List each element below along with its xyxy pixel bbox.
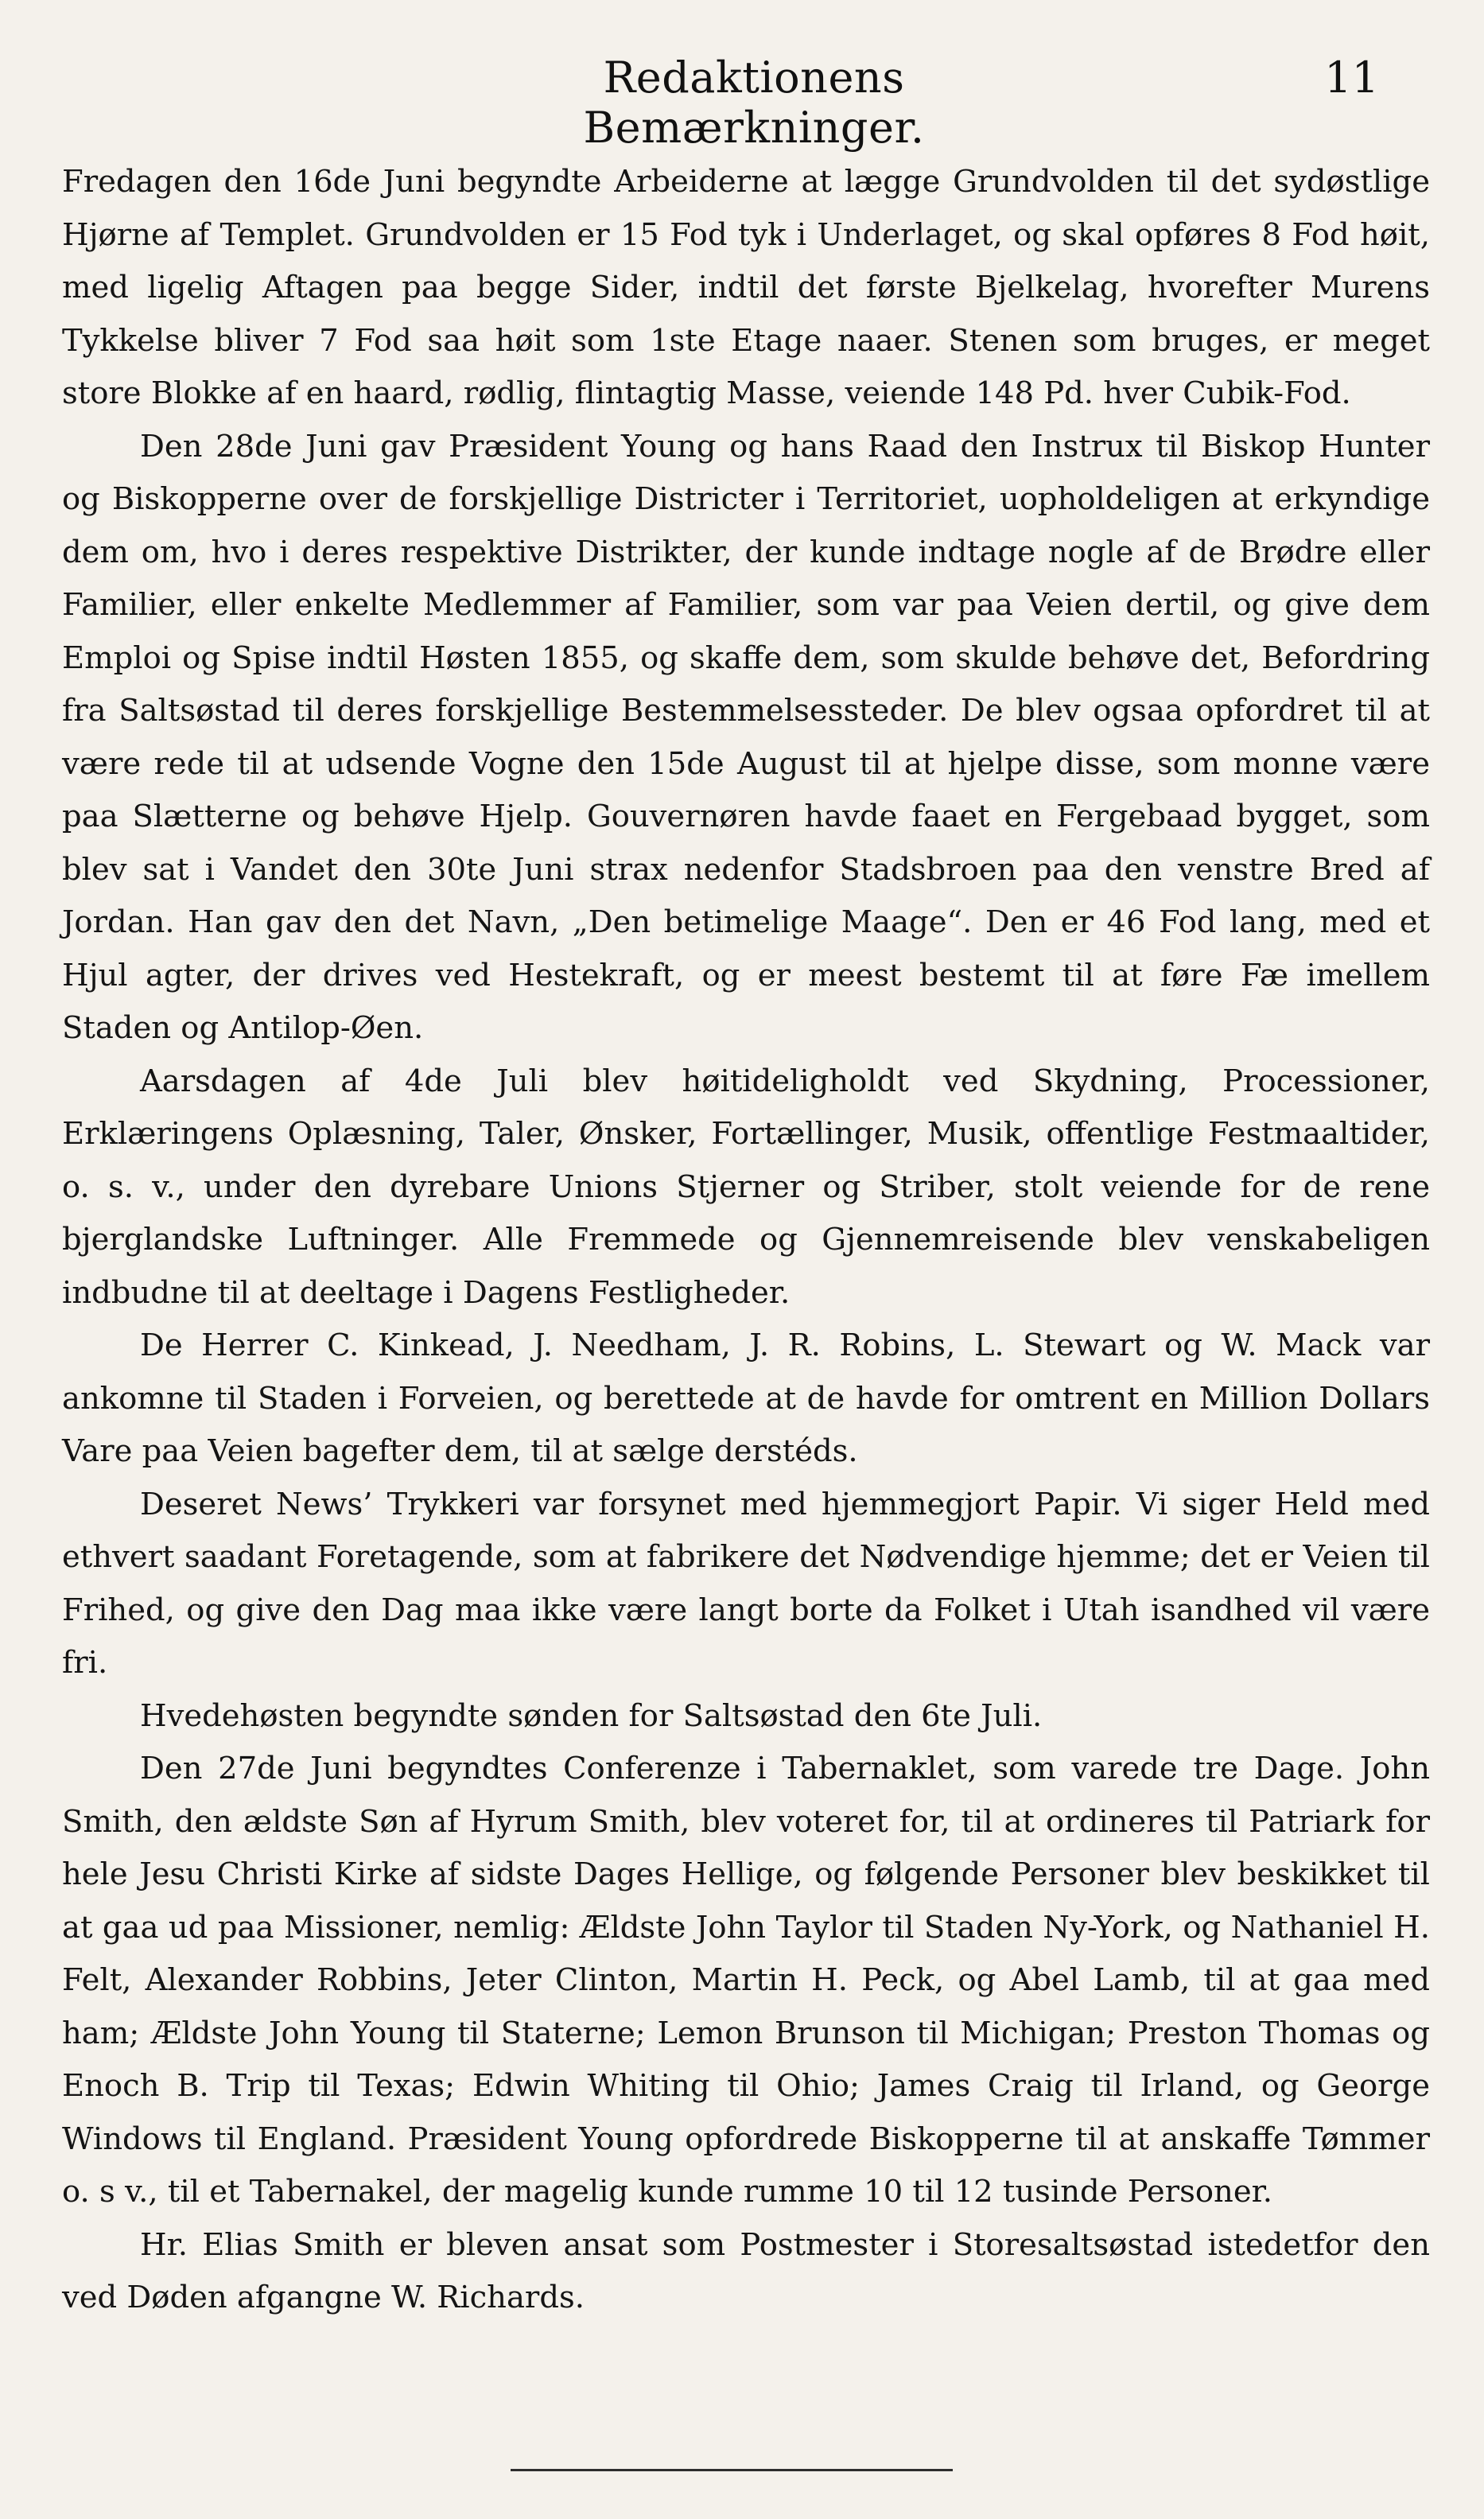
paragraph-temple-foundation: Fredagen den 16de Juni begyndte Arbeiderne at lægge Grundvolden til det sydøstlige Hjørne af Templet. Grundvolden er 15 Fod tyk i Underlaget, og skal opføres 8 Fod høit, med ligelig Aftagen paa begge Sider, indtil det første Bjelkelag, hvorefter Murens Tykkelse bliver 7 Fod saa høit som 1ste Etage naaer. Stenen som bruges, er meget store Blokke af en haard, rødlig, flintagtig Masse, veiende 148 Pd. hver Cubik-Fod. bbox=[62, 164, 1430, 411]
page-number: 11 bbox=[1324, 52, 1379, 103]
paragraph-postmaster: Hr. Elias Smith er bleven ansat som Postmester i Storesaltsøstad istedetfor den ved Døden afgangne W. Richards. bbox=[62, 2226, 1430, 2315]
paragraph-wheat-harvest: Hvedehøsten begyndte sønden for Saltsøstad den 6te Juli. bbox=[140, 1697, 1043, 1734]
article-body bbox=[62, 156, 1430, 2325]
section-divider bbox=[511, 2469, 953, 2471]
page-header bbox=[62, 52, 1382, 153]
paragraph-conference: Den 27de Juni begyndtes Conferenze i Tabernaklet, som varede tre Dage. John Smith, den ældste Søn af Hyrum Smith, blev voteret for, til at ordineres til Patriark for hele Jesu Christi Kirke af sidste Dages Hellige, og følgende Personer blev beskikket til at gaa ud paa Missioner, nemlig: Ældste John Taylor til Staden Ny-York, og Nathaniel H. Felt, Alexander Robbins, Jeter Clinton, Martin H. Peck, og Abel Lamb, til at gaa med ham; Ældste John Young til Staterne; Lemon Brunson til Michigan; Preston Thomas og Enoch B. Trip til Texas; Edwin Whiting til Ohio; James Craig til Irland, og George Windows til England. Præsident Young opfordrede Biskopperne til at anskaffe Tømmer o. s v., til et Tabernakel, der magelig kunde rumme 10 til 12 tusinde Personer. bbox=[62, 1751, 1430, 2210]
paragraph-deseret-news-paper: Deseret News’ Trykkeri var forsynet med hjemmegjort Papir. Vi siger Held med ethvert saadant Foretagende, som at fabrikere det Nødvendige hjemme; det er Veien til Frihed, og give den Dag maa ikke være langt borte da Folket i Utah isandhed vil være fri. bbox=[62, 1486, 1430, 1681]
paragraph-instructions-bishops: Den 28de Juni gav Præsident Young og hans Raad den Instrux til Biskop Hunter og Biskopperne over de forskjellige Districter i Territoriet, uopholdeligen at erkyndige dem om, hvo i deres respektive Distrikter, der kunde indtage nogle af de Brødre eller Familier, eller enkelte Medlemmer af Familier, som var paa Veien dertil, og give dem Emploi og Spise indtil Høsten 1855, og skaffe dem, som skulde behøve det, Befordring fra Saltsøstad til deres forskjellige Bestemmelsessteder. De blev ogsaa opfordret til at være rede til at udsende Vogne den 15de August til at hjelpe disse, som monne være paa Slætterne og behøve Hjelp. Gouvernøren havde faaet en Fergebaad bygget, som blev sat i Vandet den 30te Juni strax nedenfor Stadsbroen paa den venstre Bred af Jordan. Han gav den det Navn, „Den betimelige Maage“. Den er 46 Fod lang, med et Hjul agter, der drives ved Hestekraft, og er meest bestemt til at føre Fæ imellem Staden og Antilop-Øen. bbox=[62, 428, 1430, 1046]
paragraph-merchants: De Herrer C. Kinkead, J. Needham, J. R. Robins, L. Stewart og W. Mack var ankomne til Staden i Forveien, og berettede at de havde for omtrent en Million Dollars Vare paa Veien bagefter dem, til at sælge derstéds. bbox=[62, 1328, 1430, 1469]
paragraph-fourth-of-july: Aarsdagen af 4de Juli blev høitideligholdt ved Skydning, Processioner, Erklæringens Oplæsning, Taler, Ønsker, Fortællinger, Musik, offentlige Festmaaltider, o. s. v., under den dyrebare Unions Stjerner og Striber, stolt veiende for de rene bjerglandske Luftninger. Alle Fremmede og Gjennemreisende blev venskabeligen indbudne til at deeltage i Dagens Festligheder. bbox=[62, 1063, 1430, 1311]
running-title: Redaktionens Bemærkninger. bbox=[583, 52, 925, 153]
